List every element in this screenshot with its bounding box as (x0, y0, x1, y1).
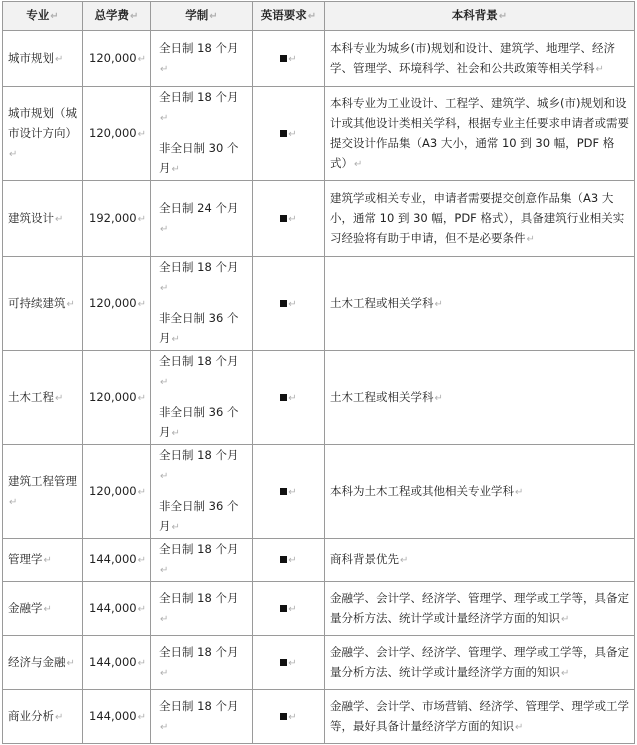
header-row (3, 2, 635, 31)
table-row (3, 690, 635, 744)
english-requirement: ↵ (253, 181, 325, 257)
tuition-fee: 192,000↵ (83, 181, 151, 257)
duration: 全日制 18 个月↵ 非全日制 36 个月↵ (151, 445, 253, 539)
duration: 全日制 18 个月↵ 非全日制 36 个月↵ (151, 257, 253, 351)
duration: 全日制 18 个月↵ (151, 636, 253, 690)
duration: 全日制 18 个月↵ (151, 690, 253, 744)
major-name: 建筑工程管理↵ (3, 445, 83, 539)
requirement-mark-icon (280, 659, 287, 666)
major-name: 商业分析↵ (3, 690, 83, 744)
requirement-mark-icon (280, 55, 287, 62)
duration: 全日制 18 个月↵ (151, 31, 253, 87)
english-requirement: ↵ (253, 636, 325, 690)
table-row (3, 31, 635, 87)
duration: 全日制 18 个月↵ (151, 539, 253, 582)
undergrad-background: 土木工程或相关学科↵ (325, 257, 635, 351)
header-english: 英语要求↵ (253, 2, 325, 31)
english-requirement: ↵ (253, 445, 325, 539)
major-name: 管理学↵ (3, 539, 83, 582)
undergrad-background: 建筑学或相关专业，申请者需要提交创意作品集（A3 大小，通常 10 到 30 幅，PDF 格式），具备建筑行业相关实习经验将有助于申请，但不是必要条件↵ (325, 181, 635, 257)
duration: 全日制 18 个月↵ (151, 582, 253, 636)
requirement-mark-icon (280, 215, 287, 222)
tuition-fee: 144,000↵ (83, 539, 151, 582)
undergrad-background: 本科专业为工业设计、工程学、建筑学、城乡(市)规划和设计或其他设计类相关学科，根据专业主任要求申请者或需要提交设计作品集（A3 大小，通常 10 到 30 幅，PDF 格式）↵ (325, 87, 635, 181)
tuition-fee: 120,000↵ (83, 31, 151, 87)
requirement-mark-icon (280, 605, 287, 612)
english-requirement: ↵ (253, 690, 325, 744)
requirement-mark-icon (280, 394, 287, 401)
major-name: 经济与金融↵ (3, 636, 83, 690)
undergrad-background: 金融学、会计学、经济学、管理学、理学或工学等，具备定量分析方法、统计学或计量经济学方面的知识↵ (325, 636, 635, 690)
undergrad-background: 金融学、会计学、经济学、管理学、理学或工学等，具备定量分析方法、统计学或计量经济学方面的知识↵ (325, 582, 635, 636)
tuition-fee: 144,000↵ (83, 636, 151, 690)
table-row (3, 582, 635, 636)
major-name: 城市规划↵ (3, 31, 83, 87)
program-table (2, 1, 635, 744)
duration: 全日制 24 个月↵ (151, 181, 253, 257)
tuition-fee: 120,000↵ (83, 445, 151, 539)
undergrad-background: 本科专业为城乡(市)规划和设计、建筑学、地理学、经济学、管理学、环境科学、社会和公共政策等相关学科↵ (325, 31, 635, 87)
duration: 全日制 18 个月↵ 非全日制 30 个月↵ (151, 87, 253, 181)
english-requirement: ↵ (253, 539, 325, 582)
english-requirement: ↵ (253, 582, 325, 636)
requirement-mark-icon (280, 713, 287, 720)
major-name: 金融学↵ (3, 582, 83, 636)
table-row (3, 636, 635, 690)
english-requirement: ↵ (253, 31, 325, 87)
requirement-mark-icon (280, 300, 287, 307)
major-name: 可持续建筑↵ (3, 257, 83, 351)
header-fee: 总学费↵ (83, 2, 151, 31)
table-row (3, 351, 635, 445)
header-duration: 学制↵ (151, 2, 253, 31)
header-background: 本科背景↵ (325, 2, 635, 31)
major-name: 城市规划（城市设计方向）↵ (3, 87, 83, 181)
undergrad-background: 金融学、会计学、市场营销、经济学、管理学、理学或工学等，最好具备计量经济学方面的知识↵ (325, 690, 635, 744)
undergrad-background: 本科为土木工程或其他相关专业学科↵ (325, 445, 635, 539)
requirement-mark-icon (280, 130, 287, 137)
undergrad-background: 商科背景优先↵ (325, 539, 635, 582)
tuition-fee: 120,000↵ (83, 87, 151, 181)
table-row (3, 539, 635, 582)
tuition-fee: 144,000↵ (83, 690, 151, 744)
header-major: 专业↵ (3, 2, 83, 31)
english-requirement: ↵ (253, 257, 325, 351)
undergrad-background: 土木工程或相关学科↵ (325, 351, 635, 445)
major-name: 土木工程↵ (3, 351, 83, 445)
table-row (3, 181, 635, 257)
table-row (3, 257, 635, 351)
tuition-fee: 120,000↵ (83, 257, 151, 351)
english-requirement: ↵ (253, 87, 325, 181)
major-name: 建筑设计↵ (3, 181, 83, 257)
table-row (3, 445, 635, 539)
requirement-mark-icon (280, 488, 287, 495)
duration: 全日制 18 个月↵ 非全日制 36 个月↵ (151, 351, 253, 445)
english-requirement: ↵ (253, 351, 325, 445)
requirement-mark-icon (280, 556, 287, 563)
table-row (3, 87, 635, 181)
tuition-fee: 144,000↵ (83, 582, 151, 636)
tuition-fee: 120,000↵ (83, 351, 151, 445)
